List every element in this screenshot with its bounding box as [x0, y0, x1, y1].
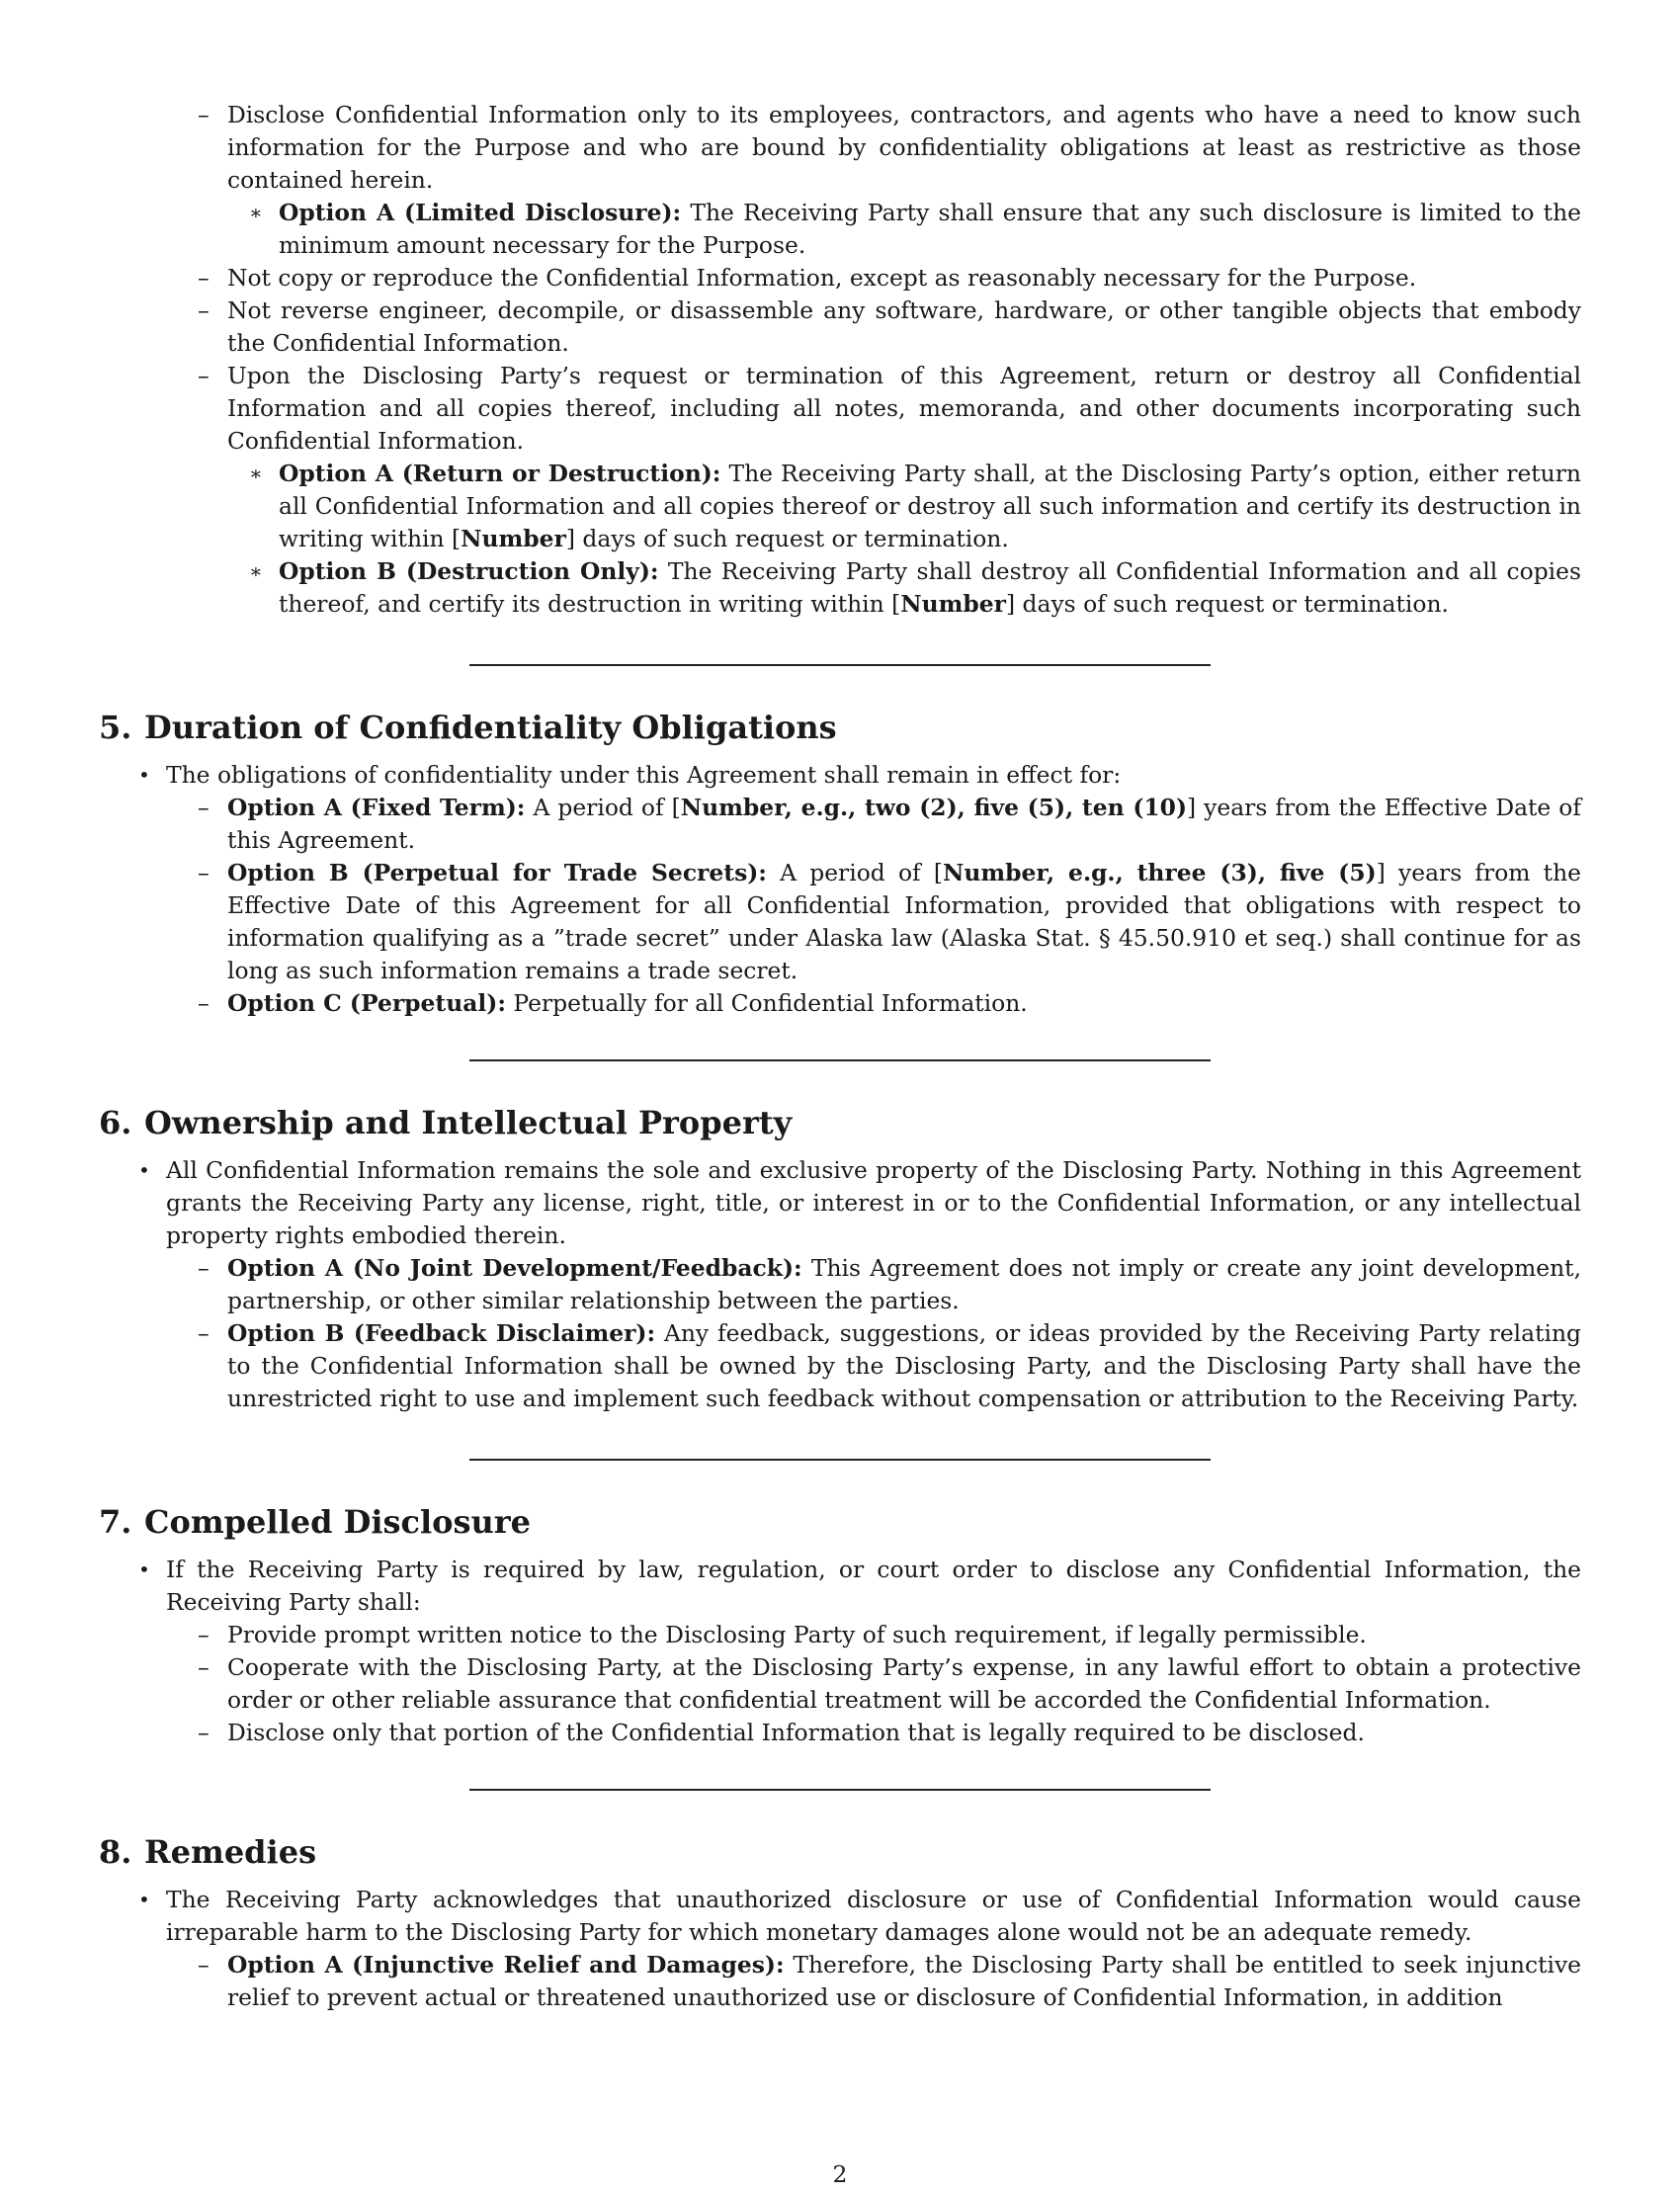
list-item-option: ∗ Option B (Destruction Only): The Receiving Party shall destroy all Confidential Information and all copies thereof, and certify its destruction in writing within [Number] days of such request or termination.	[249, 557, 1582, 618]
list-item: – Disclose Confidential Information only to its employees, contractors, and agents who have a need to know such information for the Purpose and who are bound by confidentiality obligations at least as restrictive as those contained herein.	[198, 101, 1581, 194]
section-divider	[469, 1459, 1211, 1461]
document-page	[99, 99, 1581, 2014]
list-item-option: – Option A (No Joint Development/Feedback): This Agreement does not imply or create any joint development, partnership, or other similar relationship between the parties.	[198, 1254, 1582, 1314]
list-item: – Disclose only that portion of the Confidential Information that is legally required to be disclosed.	[198, 1719, 1365, 1746]
list-item-option: – Option A (Injunctive Relief and Damages): Therefore, the Disclosing Party shall be entitled to seek injunctive relief to prevent actual or threatened unauthorized use or disclosure of Confidential Information, in addition	[198, 1951, 1582, 2011]
section-divider	[469, 1789, 1211, 1791]
list-item-option: – Option C (Perpetual): Perpetually for all Confidential Information.	[198, 989, 1028, 1017]
list-item: – Provide prompt written notice to the Disclosing Party of such requirement, if legally permissible.	[198, 1621, 1367, 1648]
list-item: – Cooperate with the Disclosing Party, at the Disclosing Party’s expense, in any lawful effort to obtain a protective order or other reliable assurance that confidential treatment will be accorded the Confidential Information.	[198, 1653, 1581, 1714]
bullet-item: • The Receiving Party acknowledges that unauthorized disclosure or use of Confidential Information would cause irreparable harm to the Disclosing Party for which monetary damages alone would not be an adequate remedy.	[138, 1886, 1581, 1946]
list-item-option: – Option A (Fixed Term): A period of [Number, e.g., two (2), five (5), ten (10)] years from the Effective Date of this Agreement.	[198, 794, 1582, 854]
list-item-option: – Option B (Perpetual for Trade Secrets): A period of [Number, e.g., three (3), five (5)] years from the Effective Date of this Agreement for all Confidential Information, provided that obligations with respect to information qualifying as a ”trade secret” under Alaska law (Alaska Stat. § 45.50.910 et seq.) shall continue for as long as such information remains a trade secret.	[198, 859, 1581, 984]
bullet-item: • The obligations of confidentiality under this Agreement shall remain in effect for:	[138, 761, 1122, 789]
section-heading: 5. Duration of Confidentiality Obligations	[99, 709, 837, 746]
list-item: – Upon the Disclosing Party’s request or termination of this Agreement, return or destroy all Confidential Information and all copies thereof, including all notes, memoranda, and other documents incorporating such Confidential Information.	[198, 362, 1581, 455]
section-heading: 7. Compelled Disclosure	[99, 1503, 531, 1541]
section-divider	[469, 1059, 1211, 1061]
bullet-item: • If the Receiving Party is required by law, regulation, or court order to disclose any Confidential Information, the Receiving Party shall:	[138, 1556, 1581, 1616]
page-number: 2	[832, 2160, 848, 2188]
list-item-option: – Option B (Feedback Disclaimer): Any feedback, suggestions, or ideas provided by the Receiving Party relating to the Confidential Information shall be owned by the Disclosing Party, and the Disclosing Party shall have the unrestricted right to use and implement such feedback without compensation or attribution to the Receiving Party.	[198, 1319, 1582, 1412]
list-item: – Not reverse engineer, decompile, or disassemble any software, hardware, or other tangible objects that embody the Confidential Information.	[198, 296, 1581, 357]
list-item-option: ∗ Option A (Limited Disclosure): The Receiving Party shall ensure that any such disclosure is limited to the minimum amount necessary for the Purpose.	[249, 199, 1581, 259]
section-heading: 8. Remedies	[99, 1833, 317, 1871]
section-heading: 6. Ownership and Intellectual Property	[99, 1104, 793, 1141]
bullet-item: • All Confidential Information remains the sole and exclusive property of the Disclosing Party. Nothing in this Agreement grants the Receiving Party any license, right, title, or interest in or to the Confidential Information, or any intellectual property rights embodied therein.	[138, 1156, 1581, 1249]
section-divider	[469, 664, 1211, 666]
list-item: – Not copy or reproduce the Confidential Information, except as reasonably necessary for the Purpose.	[198, 264, 1417, 292]
list-item-option: ∗ Option A (Return or Destruction): The Receiving Party shall, at the Disclosing Party’s option, either return all Confidential Information and all copies thereof or destroy all such information and certify its destruction in writing within [Number] days of such request or termination.	[249, 460, 1581, 552]
